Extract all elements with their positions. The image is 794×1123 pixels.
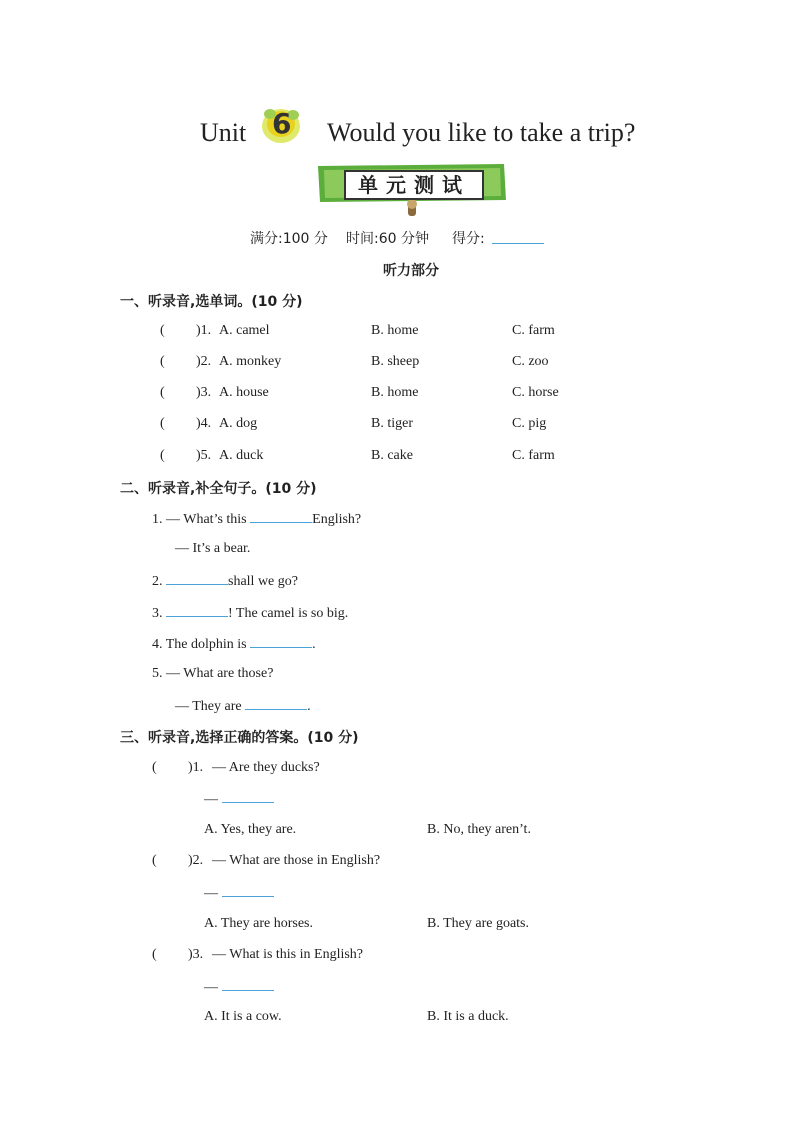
sentence-1 (152, 510, 361, 528)
sentence-3-end: ! The camel is so big. (228, 606, 349, 621)
response-dash: — (204, 792, 218, 807)
option-c: C. farm (512, 323, 555, 338)
sentence-3-number: 3. (152, 606, 163, 621)
sentence-5-response-end: . (307, 699, 311, 714)
section2-title: 二、听录音,补全句子。(10 分) (120, 481, 317, 497)
question-number: )3. (188, 947, 204, 962)
choice-a: A. Yes, they are. (204, 822, 297, 837)
sentence-5-response-start: — They are (175, 699, 242, 714)
sentence-2-number: 2. (152, 574, 163, 589)
unit-title: Would you like to take a trip? (327, 118, 636, 147)
option-b: B. tiger (371, 416, 413, 431)
question-text: — What is this in English? (212, 947, 364, 962)
item-number: )5. (196, 448, 212, 463)
full-score: 满分:100 分 (250, 231, 328, 247)
option-c: C. farm (512, 448, 555, 463)
unit-test-banner (314, 160, 510, 218)
response-dash: — (204, 980, 218, 995)
question-number: )2. (188, 853, 204, 868)
fill-blank[interactable] (250, 510, 312, 523)
time-limit: 时间:60 分钟 (346, 231, 429, 247)
response-blank[interactable] (222, 884, 274, 897)
answer-paren[interactable]: ( (160, 354, 165, 369)
unit-label: Unit (200, 118, 247, 147)
choice-b: B. No, they aren’t. (427, 822, 531, 837)
response-line (204, 978, 274, 996)
unit-number: 6 (272, 107, 292, 140)
option-a: A. monkey (219, 354, 282, 369)
choice-b: B. It is a duck. (427, 1009, 509, 1024)
question-text: — What are those in English? (212, 853, 381, 868)
sentence-1-start: 1. — What’s this (152, 512, 247, 527)
sentence-4-end: . (312, 637, 316, 652)
banner-text: 单元测试 (344, 170, 484, 200)
score-label: 得分: (452, 231, 485, 247)
item-number: )2. (196, 354, 212, 369)
item-number: )4. (196, 416, 212, 431)
listening-part-title: 听力部分 (383, 263, 439, 279)
option-a: A. camel (219, 323, 270, 338)
sentence-4 (152, 635, 316, 653)
fill-blank[interactable] (166, 572, 228, 585)
choice-b: B. They are goats. (427, 916, 529, 931)
response-dash: — (204, 886, 218, 901)
unit-number-badge (260, 105, 302, 145)
option-c: C. horse (512, 385, 559, 400)
choice-a: A. It is a cow. (204, 1009, 282, 1024)
option-b: B. cake (371, 448, 413, 463)
response-line (204, 790, 274, 808)
fill-blank[interactable] (166, 604, 228, 617)
sentence-5-response (175, 697, 311, 715)
sentence-4-start: 4. The dolphin is (152, 637, 247, 652)
option-c: C. pig (512, 416, 547, 431)
question-number: )1. (188, 760, 204, 775)
option-a: A. dog (219, 416, 258, 431)
choice-a: A. They are horses. (204, 916, 313, 931)
question-text: — Are they ducks? (212, 760, 320, 775)
section3-title: 三、听录音,选择正确的答案。(10 分) (120, 730, 359, 746)
answer-paren[interactable]: ( (160, 416, 165, 431)
sentence-3 (152, 604, 348, 622)
item-number: )1. (196, 323, 212, 338)
fill-blank[interactable] (245, 697, 307, 710)
option-a: A. house (219, 385, 269, 400)
option-c: C. zoo (512, 354, 549, 369)
answer-paren[interactable]: ( (160, 323, 165, 338)
section1-title: 一、听录音,选单词。(10 分) (120, 294, 303, 310)
score-blank[interactable] (492, 229, 544, 244)
option-b: B. sheep (371, 354, 420, 369)
response-blank[interactable] (222, 978, 274, 991)
fill-blank[interactable] (250, 635, 312, 648)
item-number: )3. (196, 385, 212, 400)
answer-paren[interactable]: ( (152, 760, 157, 775)
sentence-2-end: shall we go? (228, 574, 298, 589)
sentence-5: 5. — What are those? (152, 666, 274, 681)
response-blank[interactable] (222, 790, 274, 803)
option-a: A. duck (219, 448, 264, 463)
answer-paren[interactable]: ( (152, 853, 157, 868)
option-b: B. home (371, 385, 419, 400)
option-b: B. home (371, 323, 419, 338)
answer-paren[interactable]: ( (152, 947, 157, 962)
answer-paren[interactable]: ( (160, 385, 165, 400)
sentence-2 (152, 572, 298, 590)
sentence-1-end: English? (312, 512, 362, 527)
response-line (204, 884, 274, 902)
sentence-1-response: — It’s a bear. (175, 541, 251, 556)
answer-paren[interactable]: ( (160, 448, 165, 463)
